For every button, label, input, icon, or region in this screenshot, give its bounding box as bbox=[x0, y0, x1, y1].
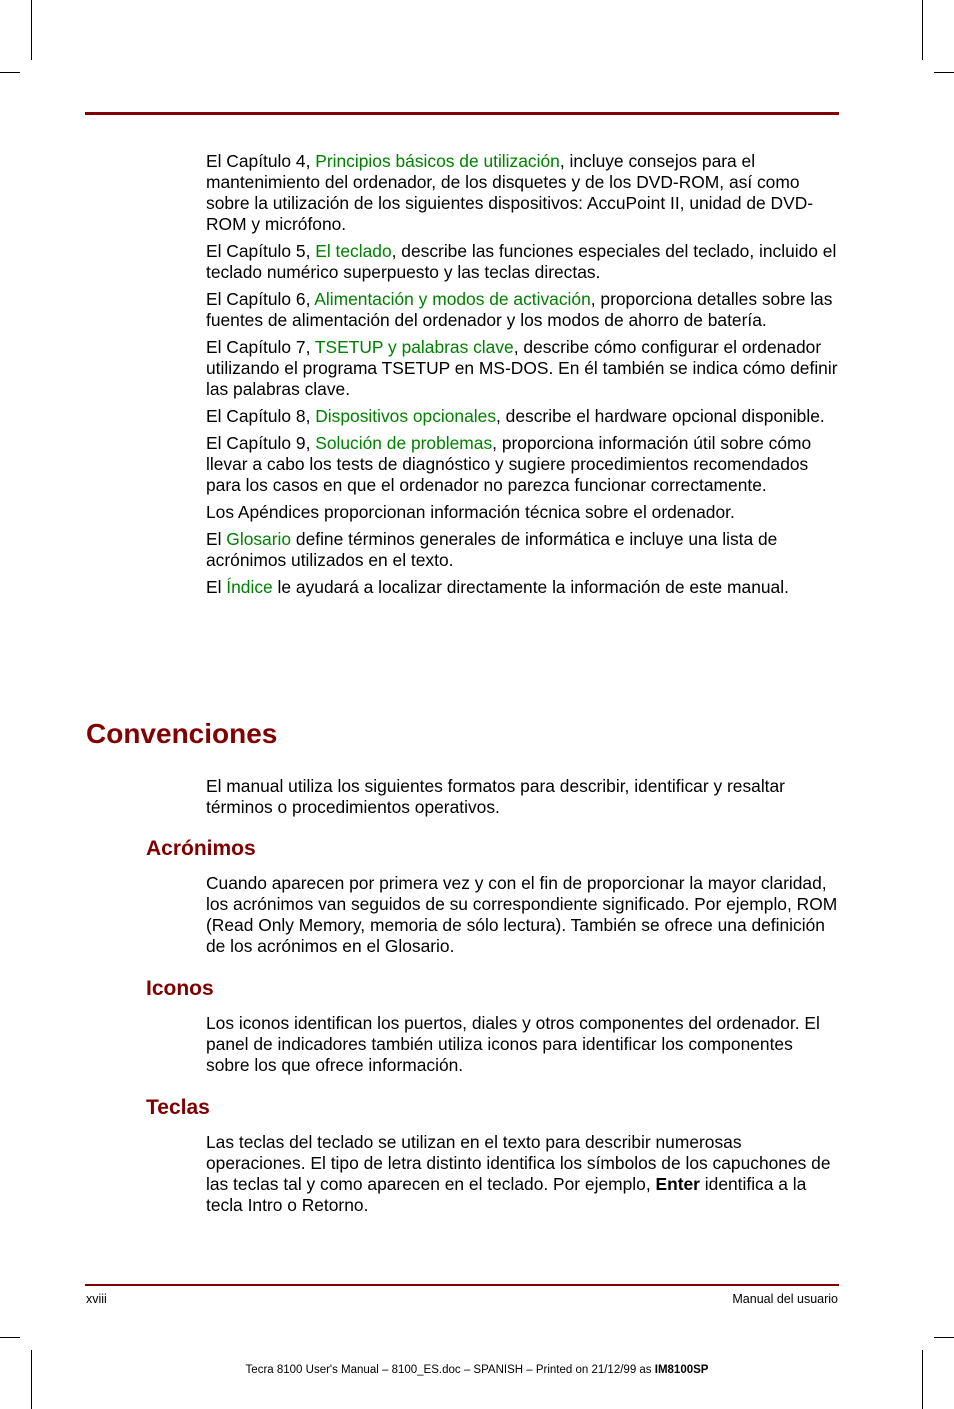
glossary-link[interactable]: Glosario bbox=[226, 529, 292, 549]
acronyms-text: Cuando aparecen por primera vez y con el fin de proporcionar la mayor claridad, los acrónimos van seguidos de su correspondiente significado. Por ejemplo, ROM (Read Only Memory, memoria de sólo lectura). También se ofrece una definición de los acrónimos en el Glosario. bbox=[206, 873, 838, 956]
chapter-link[interactable]: El teclado bbox=[315, 241, 392, 261]
icons-text: Los iconos identifican los puertos, diales y otros componentes del ordenador. El panel de indicadores también utiliza iconos para identificar los componentes sobre los que ofrece información. bbox=[206, 1013, 820, 1075]
chapter-item: El Capítulo 9, Solución de problemas, proporciona información útil sobre cómo llevar a cabo los tests de diagnóstico y sugiere procedimientos recomendados para los casos en que el ordenador no parezca funcionar correctamente. bbox=[206, 433, 812, 495]
chapter-link[interactable]: Principios básicos de utilización bbox=[315, 151, 560, 171]
crop-mark bbox=[31, 0, 32, 60]
footer-title: Manual del usuario bbox=[732, 1292, 838, 1306]
chapter-link[interactable]: Dispositivos opcionales bbox=[315, 406, 497, 426]
glossary-item: El Glosario define términos generales de informática e incluye una lista de acrónimos utilizados en el texto. bbox=[206, 529, 778, 570]
subsection-title-keys: Teclas bbox=[146, 1096, 210, 1119]
chapter-item: El Capítulo 7, TSETUP y palabras clave, describe cómo configurar el ordenador utilizando el programa TSETUP en MS-DOS. En él también se indica cómo definir las palabras clave. bbox=[206, 337, 838, 399]
keys-text: Las teclas del teclado se utilizan en el texto para describir numerosas operaciones. El tipo de letra distinto identifica los símbolos de los capuchones de las teclas tal y como aparecen en el teclado. Por ejemplo, Enter identifica a la tecla Intro o Retorno. bbox=[206, 1132, 831, 1215]
chapter-item: El Capítulo 8, Dispositivos opcionales, describe el hardware opcional disponible. bbox=[206, 406, 825, 426]
crop-mark bbox=[922, 0, 923, 60]
crop-mark bbox=[31, 1350, 32, 1409]
chapter-link[interactable]: Solución de problemas bbox=[315, 433, 493, 453]
footer-rule bbox=[85, 1284, 839, 1286]
print-code: IM8100SP bbox=[654, 1364, 709, 1376]
crop-mark bbox=[922, 1350, 923, 1409]
crop-mark bbox=[0, 1337, 20, 1338]
chapter-link[interactable]: TSETUP y palabras clave bbox=[314, 337, 514, 357]
index-item: El Índice le ayudará a localizar directamente la información de este manual. bbox=[206, 577, 789, 597]
index-link[interactable]: Índice bbox=[226, 577, 273, 597]
appendix-item: Los Apéndices proporcionan información técnica sobre el ordenador. bbox=[206, 502, 735, 522]
chapter-list bbox=[206, 151, 840, 604]
page-number: xviii bbox=[86, 1292, 107, 1306]
section-title: Convenciones bbox=[86, 718, 278, 749]
chapter-item: El Capítulo 6, Alimentación y modos de activación, proporciona detalles sobre las fuentes de alimentación del ordenador y los modos de ahorro de batería. bbox=[206, 289, 833, 330]
conventions-intro: El manual utiliza los siguientes formatos para describir, identificar y resaltar términos o procedimientos operativos. bbox=[206, 776, 785, 817]
subsection-title-acronyms: Acrónimos bbox=[146, 837, 256, 860]
chapter-item: El Capítulo 5, El teclado, describe las funciones especiales del teclado, incluido el teclado numérico superpuesto y las teclas directas. bbox=[206, 241, 837, 282]
header-rule bbox=[85, 112, 839, 115]
subsection-title-icons: Iconos bbox=[146, 977, 214, 1000]
crop-mark bbox=[0, 72, 20, 73]
crop-mark bbox=[934, 1337, 954, 1338]
crop-mark bbox=[934, 72, 954, 73]
chapter-item: El Capítulo 4, Principios básicos de utilización, incluye consejos para el mantenimiento del ordenador, de los disquetes y de los DVD-ROM, así como sobre la utilización de los siguientes dispositivos: AccuPoint II, unidad de DVD-ROM y micrófono. bbox=[206, 151, 814, 234]
chapter-link[interactable]: Alimentación y modos de activación bbox=[314, 289, 591, 309]
print-info: Tecra 8100 User's Manual – 8100_ES.doc – SPANISH – Printed on 21/12/99 as IM8100SP bbox=[245, 1364, 709, 1376]
key-enter: Enter bbox=[655, 1174, 700, 1194]
